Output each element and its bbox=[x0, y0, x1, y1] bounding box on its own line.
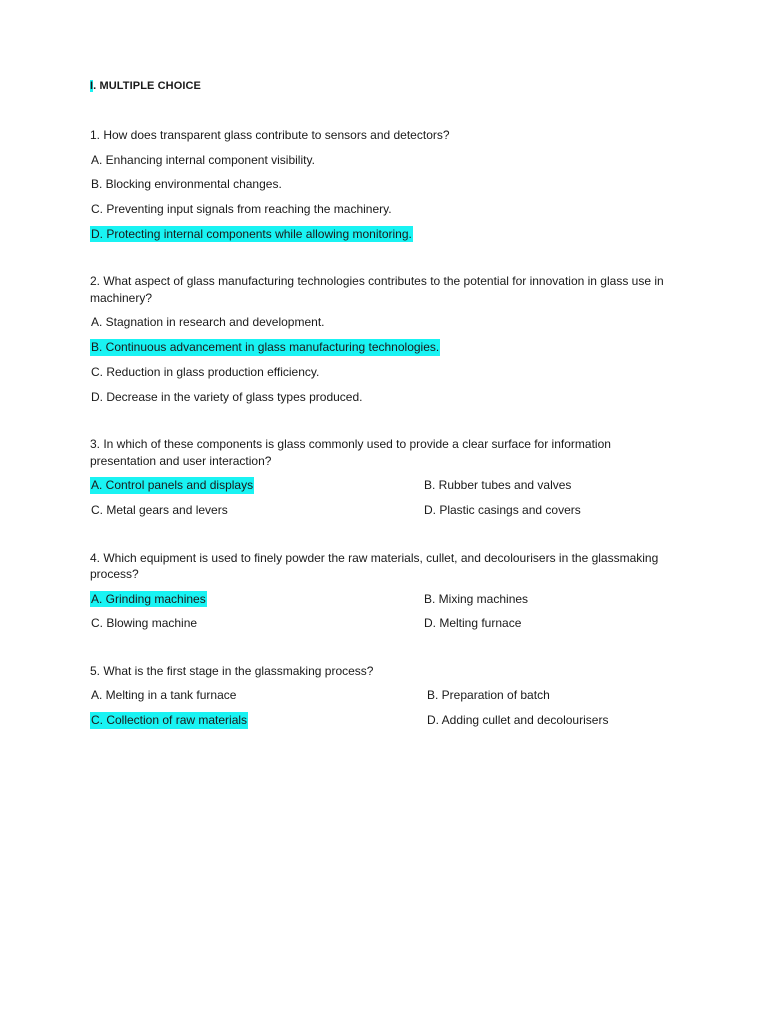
question-text: 3. In which of these components is glass commonly used to provide a clear surface for information presentation and user interaction? bbox=[90, 437, 611, 468]
option-c: C. Reduction in glass production efficiency. bbox=[91, 364, 320, 379]
question-text: 2. What aspect of glass manufacturing technologies contributes to the potential for innovation in glass use in machinery? bbox=[90, 274, 664, 305]
document-page bbox=[90, 78, 680, 760]
options-grid bbox=[90, 477, 680, 518]
question-5 bbox=[90, 663, 680, 729]
question-4 bbox=[90, 550, 680, 632]
option-d: D. Plastic casings and covers bbox=[424, 503, 581, 518]
option-b: B. Blocking environmental changes. bbox=[91, 177, 282, 192]
option-b: B. Preparation of batch bbox=[427, 688, 550, 703]
question-text: 1. How does transparent glass contribute to sensors and detectors? bbox=[90, 128, 450, 142]
question-text: 5. What is the first stage in the glassmaking process? bbox=[90, 663, 374, 678]
option-b: B. Mixing machines bbox=[424, 591, 529, 606]
option-a: A. Enhancing internal component visibility. bbox=[91, 152, 315, 167]
option-c-highlighted: C. Collection of raw materials bbox=[91, 713, 248, 728]
option-d-highlighted: D. Protecting internal components while allowing monitoring. bbox=[91, 226, 412, 241]
option-a-highlighted: A. Grinding machines bbox=[91, 591, 206, 606]
option-a-highlighted: A. Control panels and displays bbox=[91, 478, 254, 493]
section-heading bbox=[90, 78, 680, 94]
option-b: B. Rubber tubes and valves bbox=[424, 478, 572, 493]
options-grid bbox=[90, 687, 680, 728]
option-d: D. Decrease in the variety of glass types produced. bbox=[91, 389, 363, 404]
option-d: D. Adding cullet and decolourisers bbox=[427, 713, 609, 728]
question-2 bbox=[90, 273, 680, 405]
option-a: A. Stagnation in research and development. bbox=[91, 315, 325, 330]
option-b-highlighted: B. Continuous advancement in glass manufacturing technologies. bbox=[91, 340, 440, 355]
section-numeral: I bbox=[90, 80, 94, 92]
option-c: C. Preventing input signals from reaching the machinery. bbox=[91, 202, 392, 217]
section-title: . MULTIPLE CHOICE bbox=[93, 80, 201, 92]
question-3 bbox=[90, 436, 680, 518]
option-c: C. Blowing machine bbox=[91, 616, 198, 631]
question-1 bbox=[90, 127, 680, 242]
option-c: C. Metal gears and levers bbox=[91, 503, 228, 518]
option-d: D. Melting furnace bbox=[424, 616, 522, 631]
options-grid bbox=[90, 591, 680, 632]
option-a: A. Melting in a tank furnace bbox=[91, 688, 237, 703]
question-text: 4. Which equipment is used to finely powder the raw materials, cullet, and decolourisers in the glassmaking process? bbox=[90, 550, 659, 582]
